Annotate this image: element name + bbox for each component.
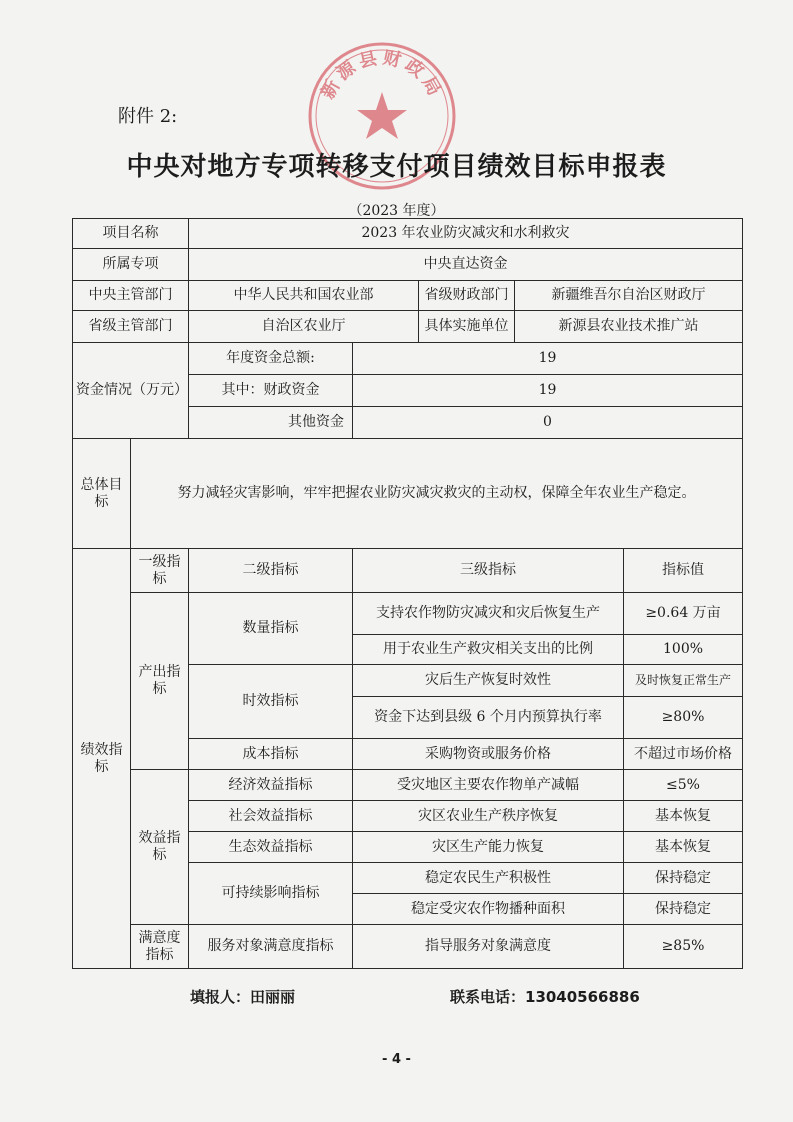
indicator-name: 灾区农业生产秩序恢复 — [353, 801, 624, 832]
header-value: 指标值 — [624, 549, 743, 593]
prov-dept-value: 自治区农业厅 — [189, 311, 419, 343]
page-title: 中央对地方专项转移支付项目绩效目标申报表 — [126, 152, 667, 182]
phone-label: 联系电话：13040566886 — [450, 988, 640, 1006]
funds-label: 资金情况（万元） — [73, 343, 189, 439]
satisfaction-label: 满意度指标 — [131, 925, 189, 969]
row-funds-total — [73, 343, 743, 375]
category-value: 中央直达资金 — [189, 249, 743, 281]
funds-total-value: 19 — [353, 343, 743, 375]
project-name-label: 项目名称 — [73, 219, 189, 249]
table-row — [73, 593, 743, 635]
goal-label: 总体目标 — [73, 439, 131, 549]
row-central-dept — [73, 281, 743, 311]
table-row — [73, 770, 743, 801]
indicator-name: 支持农作物防灾减灾和灾后恢复生产 — [353, 593, 624, 635]
satisfaction-level2: 服务对象满意度指标 — [189, 925, 353, 969]
goal-text: 努力减轻灾害影响，牢牢把握农业防灾减灾救灾的主动权，保障全年农业生产稳定。 — [131, 439, 743, 549]
row-project-name — [73, 219, 743, 249]
output-label: 产出指标 — [131, 593, 189, 770]
central-dept-label: 中央主管部门 — [73, 281, 189, 311]
prov-finance-value: 新疆维吾尔自治区财政厅 — [515, 281, 743, 311]
filler-label: 填报人：田丽丽 — [190, 988, 296, 1006]
economic-label: 经济效益指标 — [189, 770, 353, 801]
indicator-value: ≤5% — [624, 770, 743, 801]
funds-total-label: 年度资金总额: — [189, 343, 353, 375]
funds-other-value: 0 — [353, 407, 743, 439]
row-indicator-headers — [73, 549, 743, 593]
page-number: - 4 - — [382, 1052, 411, 1067]
indicator-value: 100% — [624, 635, 743, 665]
indicator-name: 资金下达到县级 6 个月内预算执行率 — [353, 697, 624, 739]
header-level3: 三级指标 — [353, 549, 624, 593]
indicator-name: 稳定农民生产积极性 — [353, 863, 624, 894]
central-dept-value: 中华人民共和国农业部 — [189, 281, 419, 311]
indicator-value: 基本恢复 — [624, 801, 743, 832]
attachment-label: 附件 2: — [118, 106, 178, 127]
row-prov-dept — [73, 311, 743, 343]
impl-unit-value: 新源县农业技术推广站 — [515, 311, 743, 343]
table-row — [73, 925, 743, 969]
indicator-name: 指导服务对象满意度 — [353, 925, 624, 969]
sustainable-label: 可持续影响指标 — [189, 863, 353, 925]
quantity-label: 数量指标 — [189, 593, 353, 665]
row-category — [73, 249, 743, 281]
indicator-value: 保持稳定 — [624, 894, 743, 925]
funds-other-label: 其他资金 — [189, 407, 353, 439]
project-name-value: 2023 年农业防灾减灾和水利救灾 — [189, 219, 743, 249]
prov-finance-label: 省级财政部门 — [419, 281, 515, 311]
benefit-label: 效益指标 — [131, 770, 189, 925]
row-goal — [73, 439, 743, 549]
prov-dept-label: 省级主管部门 — [73, 311, 189, 343]
indicator-value: ≥85% — [624, 925, 743, 969]
category-label: 所属专项 — [73, 249, 189, 281]
header-level2: 二级指标 — [189, 549, 353, 593]
indicator-name: 稳定受灾农作物播种面积 — [353, 894, 624, 925]
funds-finance-value: 19 — [353, 375, 743, 407]
indicator-name: 采购物资或服务价格 — [353, 739, 624, 770]
indicator-name: 灾后生产恢复时效性 — [353, 665, 624, 697]
indicator-value: 及时恢复正常生产 — [624, 665, 743, 697]
cost-label: 成本指标 — [189, 739, 353, 770]
indicator-value: 不超过市场价格 — [624, 739, 743, 770]
impl-unit-label: 具体实施单位 — [419, 311, 515, 343]
header-level1: 一级指标 — [131, 549, 189, 593]
indicator-value: 基本恢复 — [624, 832, 743, 863]
indicator-value: ≥0.64 万亩 — [624, 593, 743, 635]
indicator-name: 灾区生产能力恢复 — [353, 832, 624, 863]
performance-label: 绩效指标 — [73, 549, 131, 969]
ecological-label: 生态效益指标 — [189, 832, 353, 863]
indicator-value: 保持稳定 — [624, 863, 743, 894]
indicator-name: 受灾地区主要农作物单产减幅 — [353, 770, 624, 801]
indicator-name: 用于农业生产救灾相关支出的比例 — [353, 635, 624, 665]
year-label: （2023 年度） — [348, 203, 445, 219]
performance-form-table — [72, 218, 743, 969]
indicator-value: ≥80% — [624, 697, 743, 739]
funds-finance-label: 其中：财政资金 — [189, 375, 353, 407]
timeliness-label: 时效指标 — [189, 665, 353, 739]
svg-text:新源县财政局: 新源县财政局 — [317, 47, 447, 103]
social-label: 社会效益指标 — [189, 801, 353, 832]
